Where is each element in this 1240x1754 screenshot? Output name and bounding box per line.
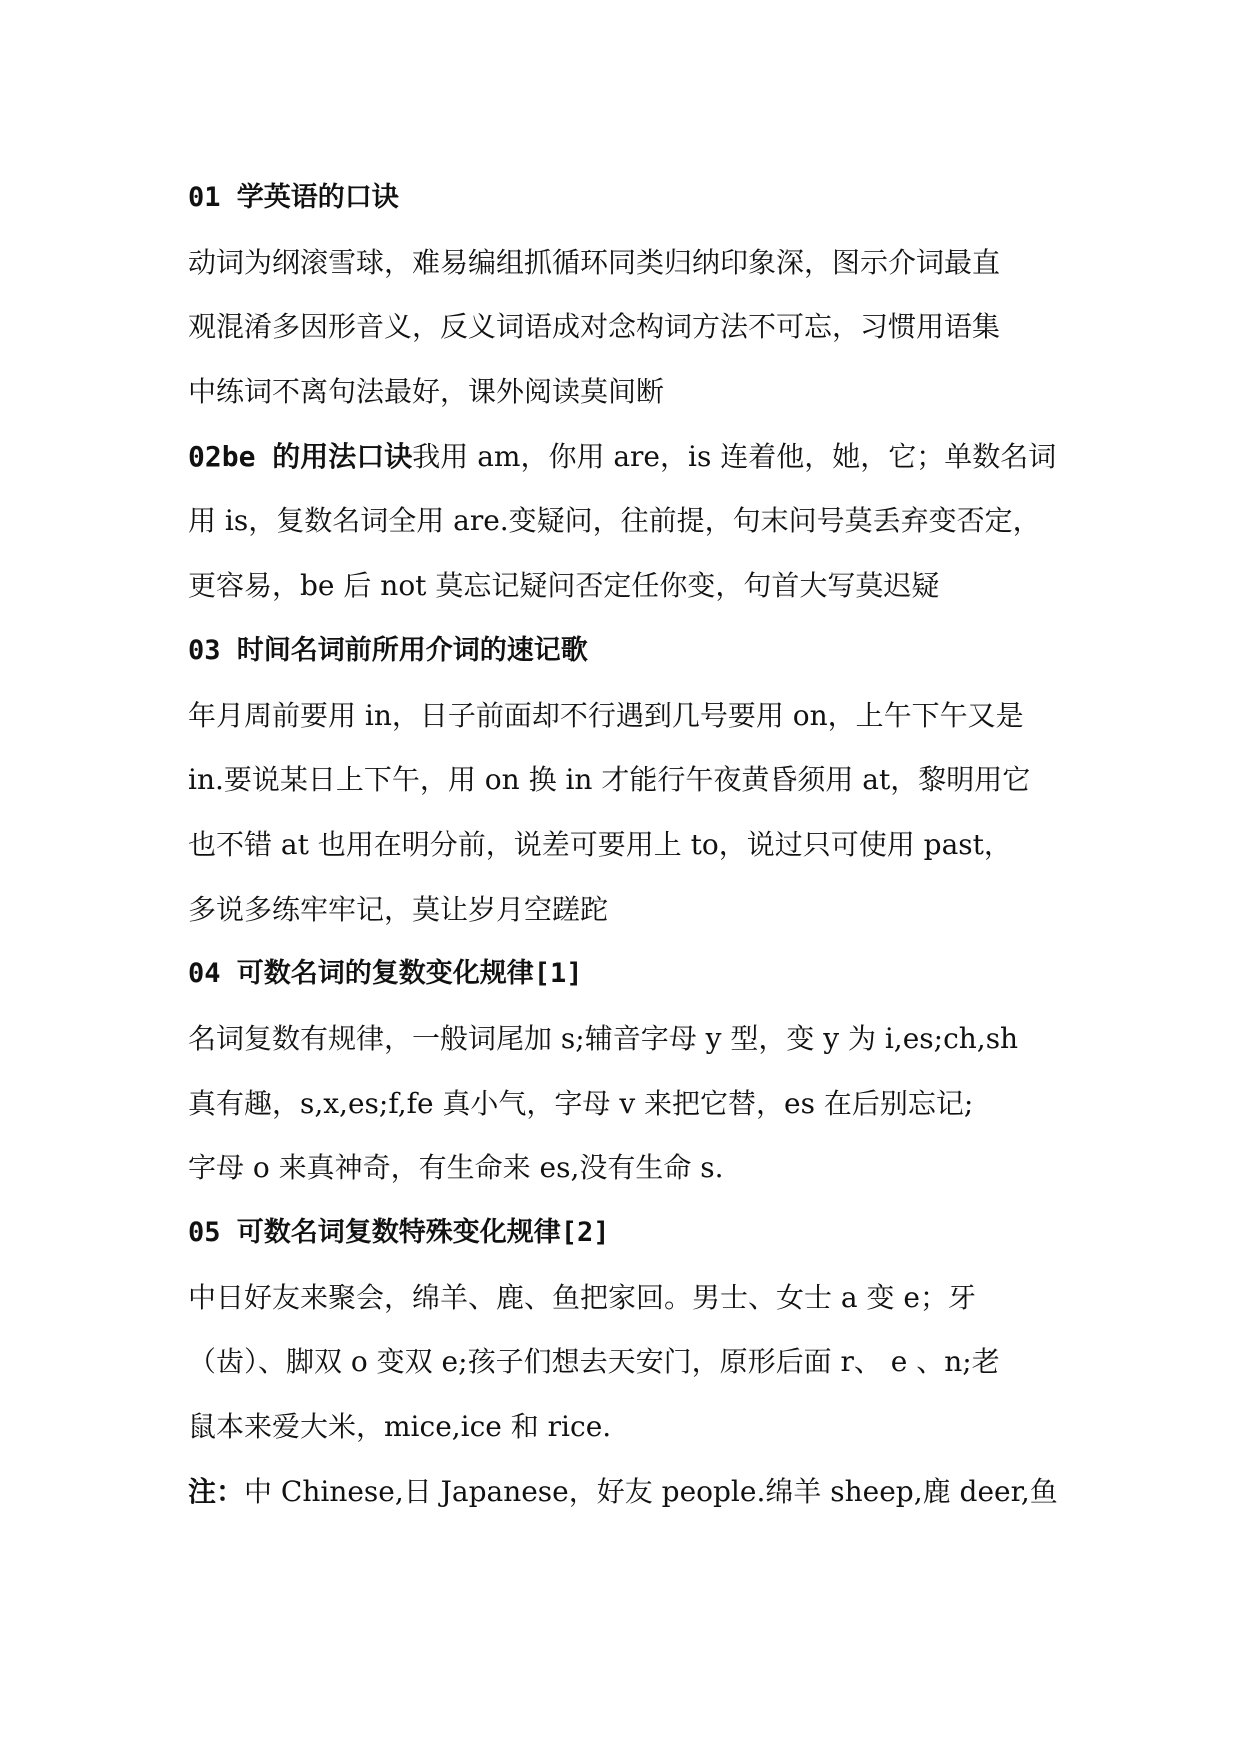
section-3-line: 年月周前要用 in，日子前面却不行遇到几号要用 on，上午下午又是 bbox=[188, 698, 1024, 732]
section-1-line: 观混淆多因形音义，反义词语成对念构词方法不可忘，习惯用语集 bbox=[188, 310, 1001, 344]
section-2-line: 用 is，复数名词全用 are.变疑问，往前提，句末问号莫丢弃变否定， bbox=[188, 504, 1041, 538]
section-1-heading: 01 学英语的口诀 bbox=[188, 182, 399, 213]
section-2-heading: 02be 的用法口诀 bbox=[188, 439, 413, 473]
section-2-line: 更容易，be 后 not 莫忘记疑问否定任你变，句首大写莫迟疑 bbox=[188, 569, 940, 603]
section-4-line: 名词复数有规律，一般词尾加 s;辅音字母 y 型，变 y 为 i,es;ch,sh bbox=[188, 1021, 1019, 1055]
section-3-line: 也不错 at 也用在明分前，说差可要用上 to，说过只可使用 past， bbox=[188, 827, 1012, 861]
section-1-line: 动词为纲滚雪球，难易编组抓循环同类归纳印象深，图示介词最直 bbox=[188, 245, 1001, 279]
document-body bbox=[188, 166, 1068, 1524]
section-1-line: 中练词不离句法最好，课外阅读莫间断 bbox=[188, 375, 665, 409]
note-line bbox=[188, 1460, 1068, 1525]
section-5-heading: 05 可数名词复数特殊变化规律[2] bbox=[188, 1217, 610, 1248]
section-5-line: 中日好友来聚会，绵羊、鹿、鱼把家回。男士、女士 a 变 e；牙 bbox=[188, 1280, 976, 1314]
section-4-heading: 04 可数名词的复数变化规律[1] bbox=[188, 958, 583, 990]
note-text: 中 Chinese,日 Japanese，好友 people.绵羊 sheep,鹿 deer,鱼 bbox=[244, 1474, 1058, 1508]
section-2-first-line bbox=[188, 425, 1068, 490]
note-label: 注： bbox=[188, 1474, 245, 1508]
section-5-line: 鼠本来爱大米，mice,ice 和 rice. bbox=[188, 1410, 612, 1444]
section-3-line: in.要说某日上下午，用 on 换 in 才能行午夜黄昏须用 at，黎明用它 bbox=[188, 763, 1031, 797]
section-5-line: （齿）、脚双 o 变双 e;孩子们想去天安门，原形后面 r、 e 、n;老 bbox=[188, 1345, 1000, 1379]
section-4-line: 真有趣，s,x,es;f,fe 真小气，字母 v 来把它替，es 在后别忘记; bbox=[188, 1086, 974, 1120]
section-3-heading: 03 时间名词前所用介词的速记歌 bbox=[188, 634, 588, 666]
section-4-line: 字母 o 来真神奇，有生命来 es,没有生命 s. bbox=[188, 1151, 724, 1185]
section-2-line-rest: 我用 am，你用 are，is 连着他，她，它；单数名词 bbox=[412, 439, 1057, 473]
section-3-line: 多说多练牢牢记，莫让岁月空蹉跎 bbox=[188, 892, 609, 926]
